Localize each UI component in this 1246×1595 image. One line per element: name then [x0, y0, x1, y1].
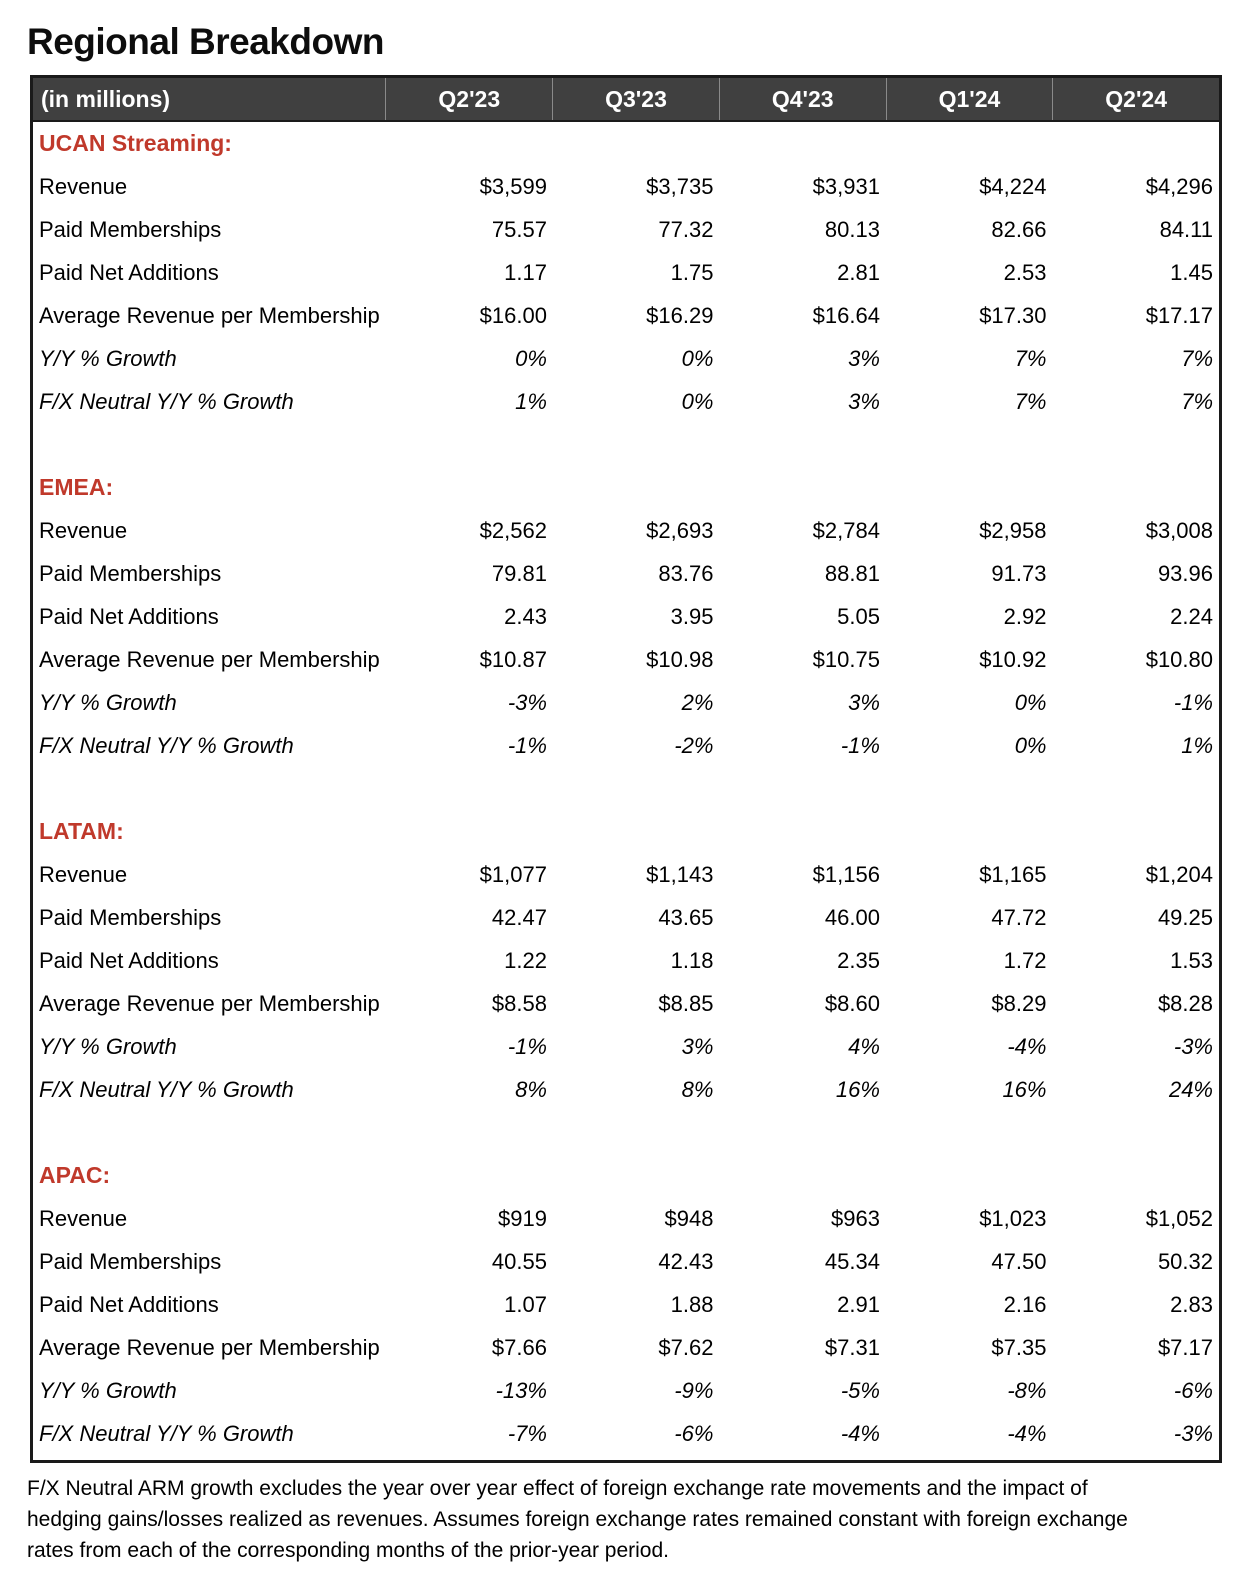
value-cell: 7%: [1181, 388, 1213, 414]
value-cell: $10.80: [1145, 646, 1213, 672]
value-cell: 1.07: [504, 1291, 547, 1317]
value-cell: 2.16: [1003, 1291, 1047, 1317]
value-cell: $16.64: [812, 302, 880, 328]
value-cell: $8.60: [824, 990, 880, 1016]
table-row: [33, 1412, 1219, 1455]
value-cell: 88.81: [824, 560, 880, 586]
value-cell: 7%: [1014, 345, 1047, 371]
table-row: [33, 638, 1219, 681]
section-spacer: [33, 767, 1219, 810]
value-cell: $7.66: [491, 1334, 547, 1360]
row-label: Average Revenue per Membership: [39, 646, 380, 672]
value-cell: 16%: [835, 1076, 880, 1102]
table-row: [33, 1068, 1219, 1111]
value-cell: $1,052: [1145, 1205, 1213, 1231]
value-cell: 2.24: [1170, 603, 1213, 629]
value-cell: 42.43: [658, 1248, 714, 1274]
table-row: [33, 509, 1219, 552]
value-cell: -1%: [507, 1033, 547, 1059]
table-row: [33, 165, 1219, 208]
value-cell: 75.57: [491, 216, 547, 242]
value-cell: 1.17: [504, 259, 547, 285]
value-cell: -6%: [674, 1420, 714, 1446]
header-unit-label: (in millions): [33, 78, 386, 120]
value-cell: 45.34: [824, 1248, 880, 1274]
value-cell: $16.00: [479, 302, 547, 328]
value-cell: -1%: [840, 732, 880, 758]
value-cell: $10.92: [979, 646, 1047, 672]
table-row: [33, 380, 1219, 423]
value-cell: -7%: [507, 1420, 547, 1446]
regional-breakdown-table: [30, 75, 1222, 1463]
value-cell: 1.22: [504, 947, 547, 973]
value-cell: 91.73: [991, 560, 1047, 586]
value-cell: $2,958: [979, 517, 1047, 543]
value-cell: -13%: [495, 1377, 547, 1403]
value-cell: $7.35: [991, 1334, 1047, 1360]
value-cell: 2%: [681, 689, 714, 715]
value-cell: 5.05: [837, 603, 880, 629]
value-cell: $16.29: [646, 302, 714, 328]
table-row: [33, 1326, 1219, 1369]
value-cell: $7.62: [658, 1334, 714, 1360]
value-cell: -4%: [1007, 1420, 1047, 1446]
value-cell: $10.75: [812, 646, 880, 672]
value-cell: 3%: [681, 1033, 714, 1059]
value-cell: -3%: [507, 689, 547, 715]
value-cell: $1,077: [479, 861, 547, 887]
row-label: Paid Memberships: [39, 216, 222, 242]
section-heading: APAC:: [39, 1162, 111, 1188]
row-label: Paid Memberships: [39, 560, 222, 586]
value-cell: $10.87: [479, 646, 547, 672]
value-cell: $1,165: [979, 861, 1047, 887]
row-label: F/X Neutral Y/Y % Growth: [39, 388, 294, 414]
value-cell: 2.81: [837, 259, 880, 285]
row-label: Average Revenue per Membership: [39, 302, 380, 328]
value-cell: -1%: [1173, 689, 1213, 715]
section-heading: LATAM:: [39, 818, 124, 844]
column-header-q124: Q1'24: [887, 78, 1054, 120]
section-spacer: [33, 1111, 1219, 1154]
row-label: Revenue: [39, 173, 128, 199]
value-cell: $17.30: [979, 302, 1047, 328]
value-cell: 3%: [848, 388, 880, 414]
value-cell: $919: [497, 1205, 547, 1231]
value-cell: 8%: [515, 1076, 547, 1102]
value-cell: $2,562: [479, 517, 547, 543]
table-row: [33, 896, 1219, 939]
value-cell: 1%: [1181, 732, 1213, 758]
value-cell: 2.92: [1003, 603, 1047, 629]
value-cell: 50.32: [1157, 1248, 1213, 1274]
value-cell: 93.96: [1157, 560, 1213, 586]
value-cell: 1%: [515, 388, 547, 414]
section-heading: EMEA:: [39, 474, 114, 500]
value-cell: -4%: [840, 1420, 880, 1446]
table-row: [33, 724, 1219, 767]
row-label: Paid Net Additions: [39, 1291, 219, 1317]
value-cell: 3%: [848, 689, 880, 715]
value-cell: -3%: [1173, 1033, 1213, 1059]
value-cell: 1.75: [670, 259, 714, 285]
value-cell: $2,784: [812, 517, 880, 543]
row-label: Paid Net Additions: [39, 947, 219, 973]
value-cell: 0%: [681, 388, 714, 414]
value-cell: $8.85: [658, 990, 714, 1016]
value-cell: $17.17: [1145, 302, 1213, 328]
table-row: [33, 552, 1219, 595]
row-label: Paid Memberships: [39, 1248, 222, 1274]
value-cell: 47.72: [991, 904, 1047, 930]
value-cell: $2,693: [646, 517, 714, 543]
table-row: [33, 982, 1219, 1025]
value-cell: 2.35: [837, 947, 880, 973]
value-cell: -8%: [1007, 1377, 1047, 1403]
value-cell: 2.91: [837, 1291, 880, 1317]
table-row: [33, 595, 1219, 638]
row-label: Y/Y % Growth: [39, 1033, 177, 1059]
row-label: F/X Neutral Y/Y % Growth: [39, 732, 294, 758]
row-label: Revenue: [39, 517, 128, 543]
value-cell: $1,156: [812, 861, 880, 887]
table-row: [33, 208, 1219, 251]
value-cell: $963: [831, 1205, 880, 1231]
table-row: [33, 251, 1219, 294]
table-row: [33, 1197, 1219, 1240]
value-cell: $7.31: [824, 1334, 880, 1360]
row-label: Paid Net Additions: [39, 259, 219, 285]
row-label: Y/Y % Growth: [39, 689, 177, 715]
column-header-q224: Q2'24: [1105, 85, 1168, 112]
value-cell: 40.55: [491, 1248, 547, 1274]
section-spacer: [33, 423, 1219, 466]
section-heading: UCAN Streaming:: [39, 130, 232, 156]
value-cell: 82.66: [991, 216, 1047, 242]
table-body: [33, 122, 1219, 1460]
value-cell: -4%: [1007, 1033, 1047, 1059]
value-cell: 8%: [681, 1076, 714, 1102]
value-cell: -3%: [1173, 1420, 1213, 1446]
row-label: Revenue: [39, 861, 128, 887]
value-cell: 84.11: [1159, 216, 1213, 242]
row-label: F/X Neutral Y/Y % Growth: [39, 1420, 294, 1446]
page-title: Regional Breakdown: [27, 21, 384, 62]
value-cell: $3,008: [1145, 517, 1213, 543]
row-label: Paid Memberships: [39, 904, 222, 930]
value-cell: 1.45: [1170, 259, 1213, 285]
value-cell: 0%: [1014, 732, 1047, 758]
value-cell: $3,599: [479, 173, 547, 199]
row-label: Revenue: [39, 1205, 128, 1231]
value-cell: 2.43: [504, 603, 547, 629]
value-cell: 4%: [848, 1033, 880, 1059]
value-cell: $1,023: [979, 1205, 1047, 1231]
value-cell: 49.25: [1157, 904, 1213, 930]
row-label: Paid Net Additions: [39, 603, 219, 629]
value-cell: $8.58: [491, 990, 547, 1016]
value-cell: -6%: [1173, 1377, 1213, 1403]
value-cell: 83.76: [658, 560, 714, 586]
value-cell: $10.98: [646, 646, 714, 672]
row-label: Average Revenue per Membership: [39, 990, 380, 1016]
value-cell: 16%: [1002, 1076, 1047, 1102]
row-label: F/X Neutral Y/Y % Growth: [39, 1076, 294, 1102]
value-cell: 7%: [1014, 388, 1047, 414]
table-row: [33, 1240, 1219, 1283]
value-cell: 7%: [1181, 345, 1213, 371]
value-cell: 3.95: [670, 603, 714, 629]
value-cell: -9%: [674, 1377, 714, 1403]
value-cell: $1,143: [646, 861, 714, 887]
table-row: [33, 337, 1219, 380]
value-cell: $1,204: [1145, 861, 1213, 887]
value-cell: 0%: [1014, 689, 1047, 715]
value-cell: 1.72: [1003, 947, 1047, 973]
row-label: Y/Y % Growth: [39, 1377, 177, 1403]
table-row: [33, 853, 1219, 896]
value-cell: 1.18: [670, 947, 714, 973]
table-row: [33, 681, 1219, 724]
value-cell: 1.88: [670, 1291, 714, 1317]
table-header-row: [33, 78, 1219, 122]
value-cell: -5%: [840, 1377, 880, 1403]
value-cell: $4,224: [979, 173, 1047, 199]
table-row: [33, 1283, 1219, 1326]
value-cell: $8.28: [1157, 990, 1213, 1016]
value-cell: 47.50: [991, 1248, 1047, 1274]
value-cell: $3,735: [646, 173, 714, 199]
value-cell: 24%: [1168, 1076, 1213, 1102]
column-header-q423: Q4'23: [720, 78, 887, 120]
value-cell: 80.13: [824, 216, 880, 242]
value-cell: 3%: [848, 345, 880, 371]
row-label: Average Revenue per Membership: [39, 1334, 380, 1360]
value-cell: $7.17: [1157, 1334, 1213, 1360]
row-label: Y/Y % Growth: [39, 345, 177, 371]
value-cell: 2.53: [1003, 259, 1047, 285]
column-header-q323: Q3'23: [553, 78, 720, 120]
value-cell: 1.53: [1170, 947, 1213, 973]
value-cell: -1%: [507, 732, 547, 758]
value-cell: 77.32: [658, 216, 714, 242]
footnote: F/X Neutral ARM growth excludes the year over year effect of foreign exchange rate movements and the impact of hedging gains/losses realized as revenues. Assumes foreign exchange rates remained constant with foreign exchange rates from each of the corresponding months of the prior-year period.: [27, 1477, 1128, 1562]
value-cell: $4,296: [1145, 173, 1213, 199]
value-cell: 42.47: [491, 904, 547, 930]
value-cell: $948: [664, 1205, 714, 1231]
value-cell: $8.29: [991, 990, 1047, 1016]
value-cell: 2.83: [1170, 1291, 1213, 1317]
table-row: [33, 294, 1219, 337]
value-cell: 43.65: [658, 904, 714, 930]
value-cell: 46.00: [824, 904, 880, 930]
value-cell: 79.81: [491, 560, 547, 586]
column-header-q223: Q2'23: [386, 78, 553, 120]
value-cell: 0%: [515, 345, 547, 371]
value-cell: 0%: [681, 345, 714, 371]
table-row: [33, 939, 1219, 982]
value-cell: $3,931: [812, 173, 880, 199]
table-row: [33, 1025, 1219, 1068]
value-cell: -2%: [674, 732, 714, 758]
table-row: [33, 1369, 1219, 1412]
